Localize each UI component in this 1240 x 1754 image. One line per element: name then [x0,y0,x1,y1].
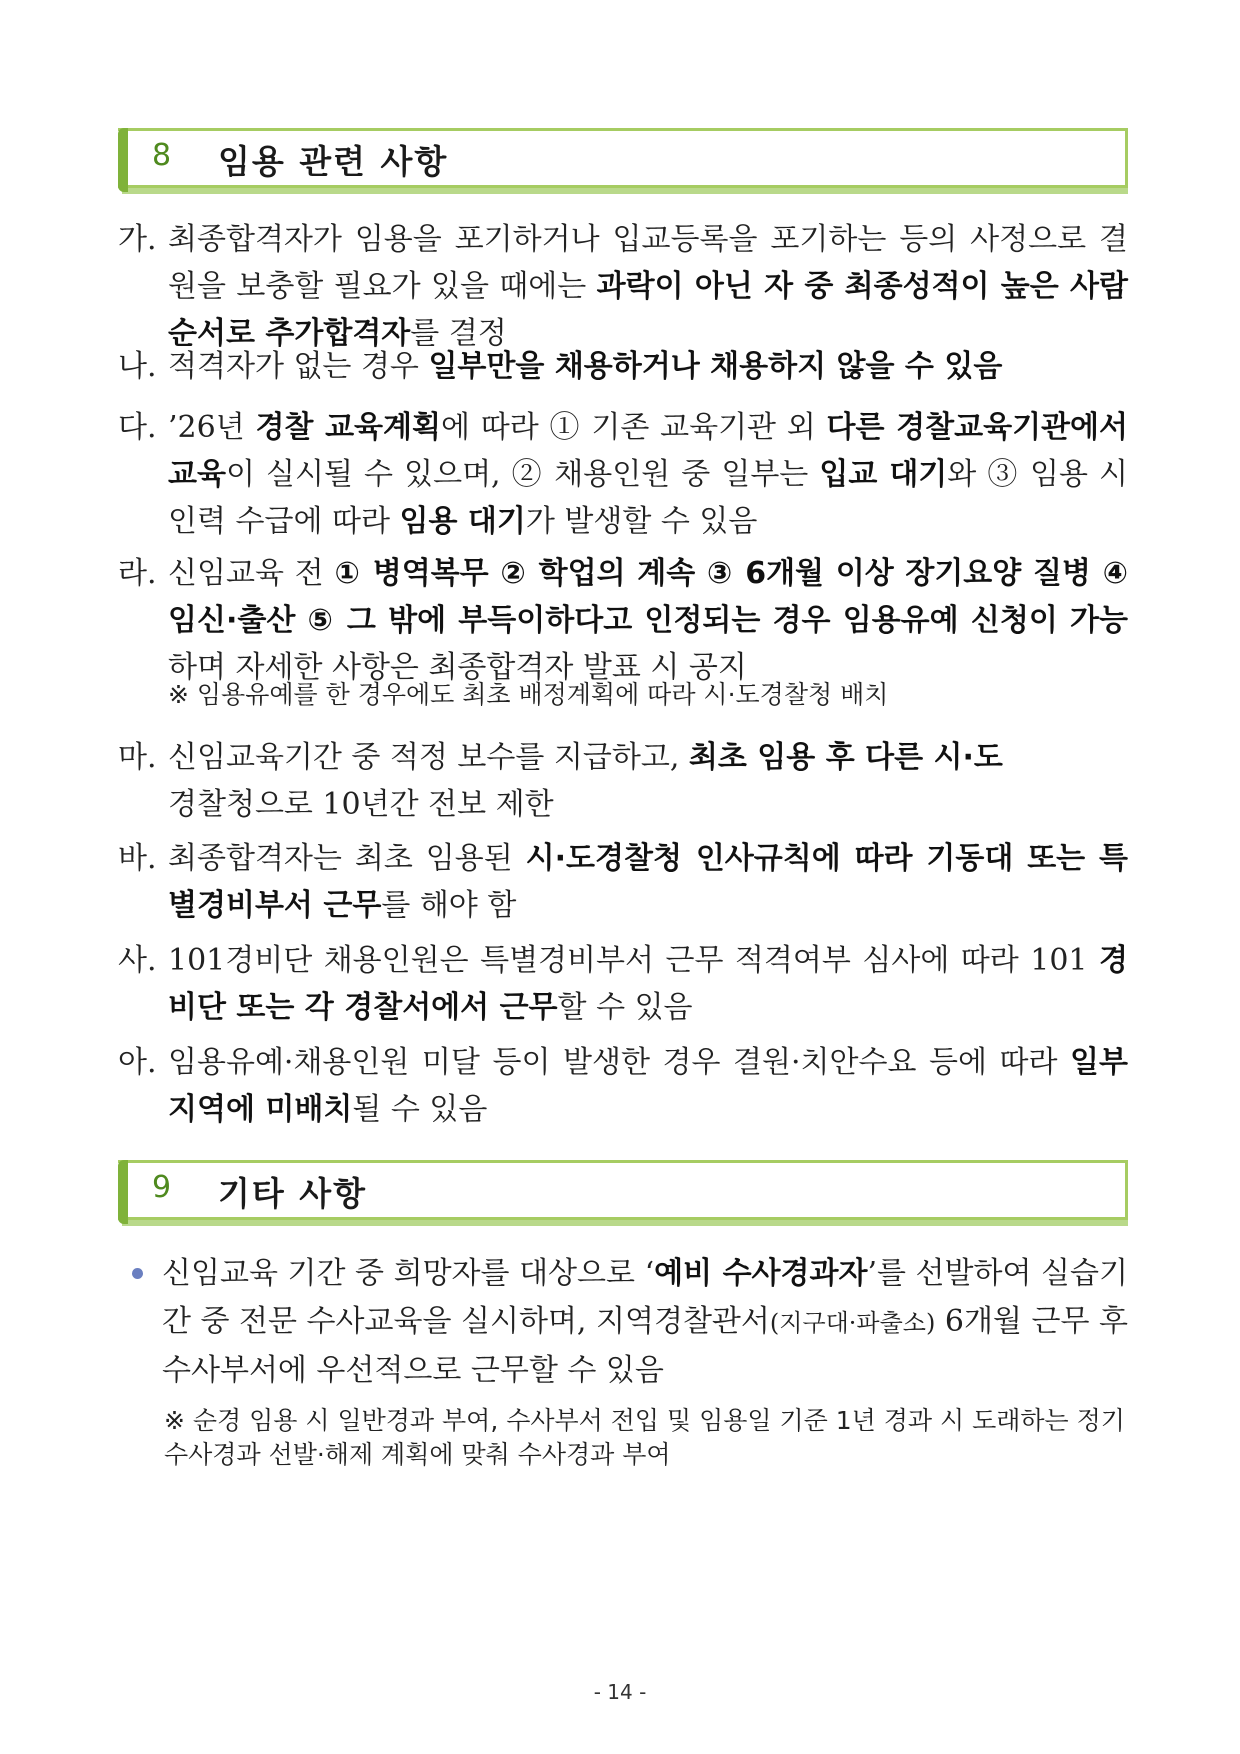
item-label: 나. [118,349,157,384]
item-text: 최종합격자는 최초 임용된 시·도경찰청 인사규칙에 따라 기동대 또는 특별경비부서 근무를 해야 함 [168,841,1129,923]
section-number: 8 [152,138,172,173]
section-9-note: ※ 순경 임용 시 일반경과 부여, 수사부서 전입 및 임용일 기준 1년 경과 시 도래하는 정기 수사경과 선발·해제 계획에 맞춰 수사경과 부여 [164,1406,1125,1469]
item-text: ’26년 경찰 교육계획에 따라 ① 기존 교육기관 외 다른 경찰교육기관에서 교육이 실시될 수 있으며, ② 채용인원 중 일부는 입교 대기와 ③ 임용 시 인력 수급에 따라 임용 대기가 발생할 수 있음 [168,410,1128,539]
item-text: 임용유예·채용인원 미달 등이 발생한 경우 결원·치안수요 등에 따라 일부 지역에 미배치될 수 있음 [168,1045,1128,1127]
item-label: 바. [118,841,157,876]
item-sa [118,937,1128,1031]
item-text: 신임교육 전 ① 병역복무 ② 학업의 계속 ③ 6개월 이상 장기요양 질병 ④ 임신·출산 ⑤ 그 밖에 부득이하다고 인정되는 경우 임용유예 신청이 가능하며 자세한 사항은 최종합격자 발표 시 공지 [168,556,1128,685]
item-text: 적격자가 없는 경우 일부만을 채용하거나 채용하지 않을 수 있음 [168,349,1003,384]
item-label: 다. [118,410,157,445]
item-label: 아. [118,1045,157,1080]
item-text: 신임교육기간 중 적정 보수를 지급하고, 최초 임용 후 다른 시·도 경찰청으로 10년간 전보 제한 [168,740,1003,822]
item-na [118,343,1128,390]
page-number: - 14 - [593,1680,647,1704]
section-number: 9 [152,1170,172,1205]
section-9-heading [118,1160,1128,1220]
section-title: 임용 관련 사항 [218,142,449,181]
bullet-item [132,1250,1128,1395]
item-label: 라. [118,556,157,591]
item-ra-note: ※ 임용유예를 한 경우에도 최초 배정계획에 따라 시·도경찰청 배치 [168,680,889,709]
item-text: 101경비단 채용인원은 특별경비부서 근무 적격여부 심사에 따라 101 경비단 또는 각 경찰서에서 근무할 수 있음 [168,943,1128,1025]
bullet-dot-icon [132,1268,143,1279]
item-label: 마. [118,740,157,775]
item-ba [118,835,1128,929]
item-label: 사. [118,943,157,978]
section-title: 기타 사항 [218,1174,368,1213]
section-8-heading [118,128,1128,188]
item-a [118,1039,1128,1133]
item-ga [118,216,1128,357]
item-da [118,404,1128,545]
item-text: 최종합격자가 임용을 포기하거나 입교등록을 포기하는 등의 사정으로 결원을 보충할 필요가 있을 때에는 과락이 아닌 자 중 최종성적이 높은 사람 순서로 추가합격자를 결정 [168,222,1128,351]
item-ma [118,734,1128,828]
bullet-text: 신임교육 기간 중 희망자를 대상으로 ‘예비 수사경과자’를 선발하여 실습기간 중 전문 수사교육을 실시하며, 지역경찰관서(지구대·파출소) 6개월 근무 후 수사부서에 우선적으로 근무할 수 있음 [162,1256,1128,1388]
item-ra [118,550,1128,691]
item-label: 가. [118,222,157,257]
